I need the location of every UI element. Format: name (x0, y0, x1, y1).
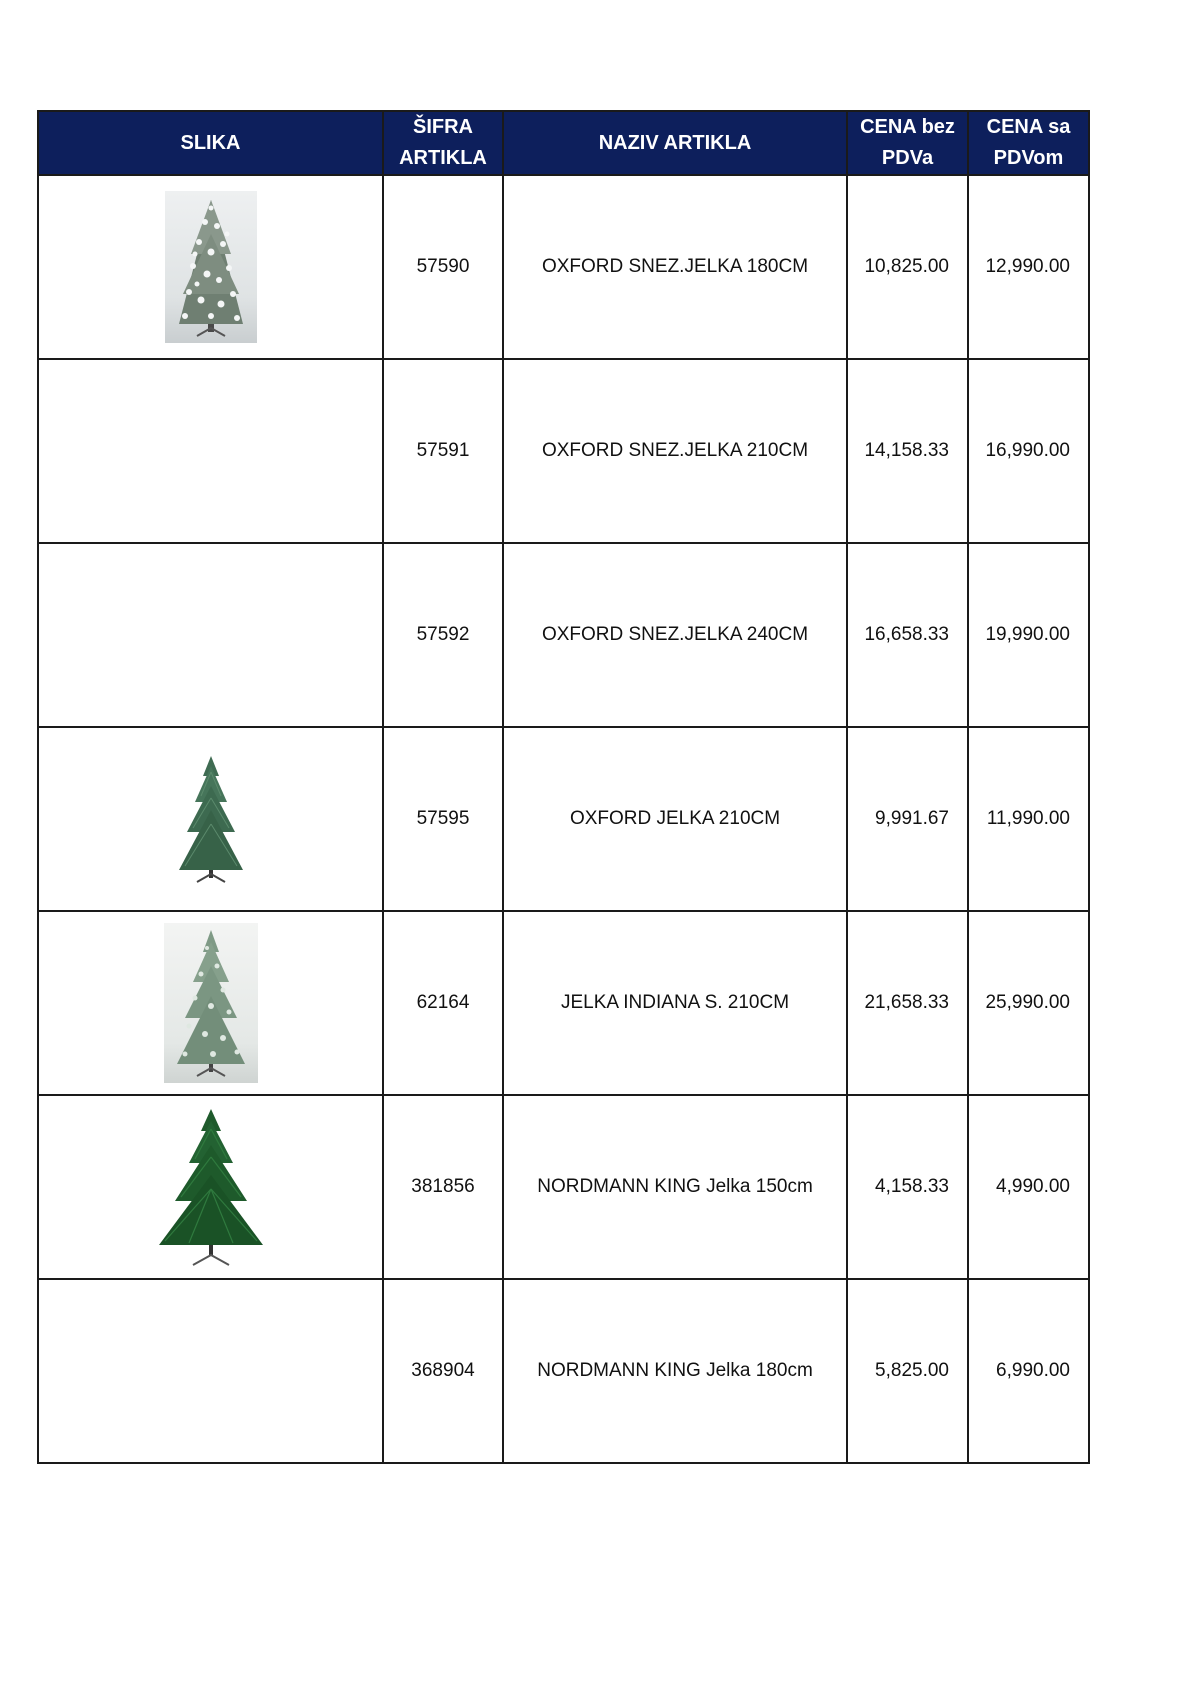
price-gross-cell: 25,990.00 (968, 911, 1089, 1095)
table-row (38, 1095, 1089, 1279)
name-cell: OXFORD SNEZ.JELKA 180CM (503, 175, 847, 359)
image-cell (38, 727, 383, 911)
code-cell: 368904 (383, 1279, 503, 1463)
image-cell (38, 175, 383, 359)
name-cell: NORDMANN KING Jelka 180cm (503, 1279, 847, 1463)
price-net-cell: 21,658.33 (847, 911, 968, 1095)
header-name: NAZIV ARTIKLA (503, 111, 847, 175)
header-price-net: CENA bez PDVa (847, 111, 968, 175)
table-row (38, 359, 1089, 543)
green-tree-icon (171, 751, 251, 887)
header-image: SLIKA (38, 111, 383, 175)
price-gross-cell: 11,990.00 (968, 727, 1089, 911)
header-code: ŠIFRA ARTIKLA (383, 111, 503, 175)
image-cell (38, 1279, 383, 1463)
header-price-gross: CENA sa PDVom (968, 111, 1089, 175)
image-cell (38, 1095, 383, 1279)
code-cell: 381856 (383, 1095, 503, 1279)
price-net-cell: 16,658.33 (847, 543, 968, 727)
price-list-table (37, 110, 1090, 1464)
frosted-tree-icon (165, 191, 257, 343)
code-cell: 62164 (383, 911, 503, 1095)
price-gross-cell: 19,990.00 (968, 543, 1089, 727)
table-row (38, 727, 1089, 911)
table-row (38, 1279, 1089, 1463)
price-net-cell: 5,825.00 (847, 1279, 968, 1463)
image-cell (38, 911, 383, 1095)
dark-green-tree-icon (151, 1104, 271, 1270)
price-net-cell: 9,991.67 (847, 727, 968, 911)
name-cell: JELKA INDIANA S. 210CM (503, 911, 847, 1095)
name-cell: NORDMANN KING Jelka 150cm (503, 1095, 847, 1279)
code-cell: 57592 (383, 543, 503, 727)
header-row (38, 111, 1089, 175)
table-row (38, 543, 1089, 727)
price-net-cell: 14,158.33 (847, 359, 968, 543)
light-frosted-tree-icon (164, 923, 258, 1083)
image-cell (38, 543, 383, 727)
code-cell: 57590 (383, 175, 503, 359)
price-gross-cell: 16,990.00 (968, 359, 1089, 543)
price-net-cell: 4,158.33 (847, 1095, 968, 1279)
price-gross-cell: 4,990.00 (968, 1095, 1089, 1279)
price-gross-cell: 12,990.00 (968, 175, 1089, 359)
name-cell: OXFORD JELKA 210CM (503, 727, 847, 911)
code-cell: 57595 (383, 727, 503, 911)
image-cell (38, 359, 383, 543)
code-cell: 57591 (383, 359, 503, 543)
name-cell: OXFORD SNEZ.JELKA 240CM (503, 543, 847, 727)
table-row (38, 175, 1089, 359)
name-cell: OXFORD SNEZ.JELKA 210CM (503, 359, 847, 543)
price-net-cell: 10,825.00 (847, 175, 968, 359)
table-row (38, 911, 1089, 1095)
price-gross-cell: 6,990.00 (968, 1279, 1089, 1463)
